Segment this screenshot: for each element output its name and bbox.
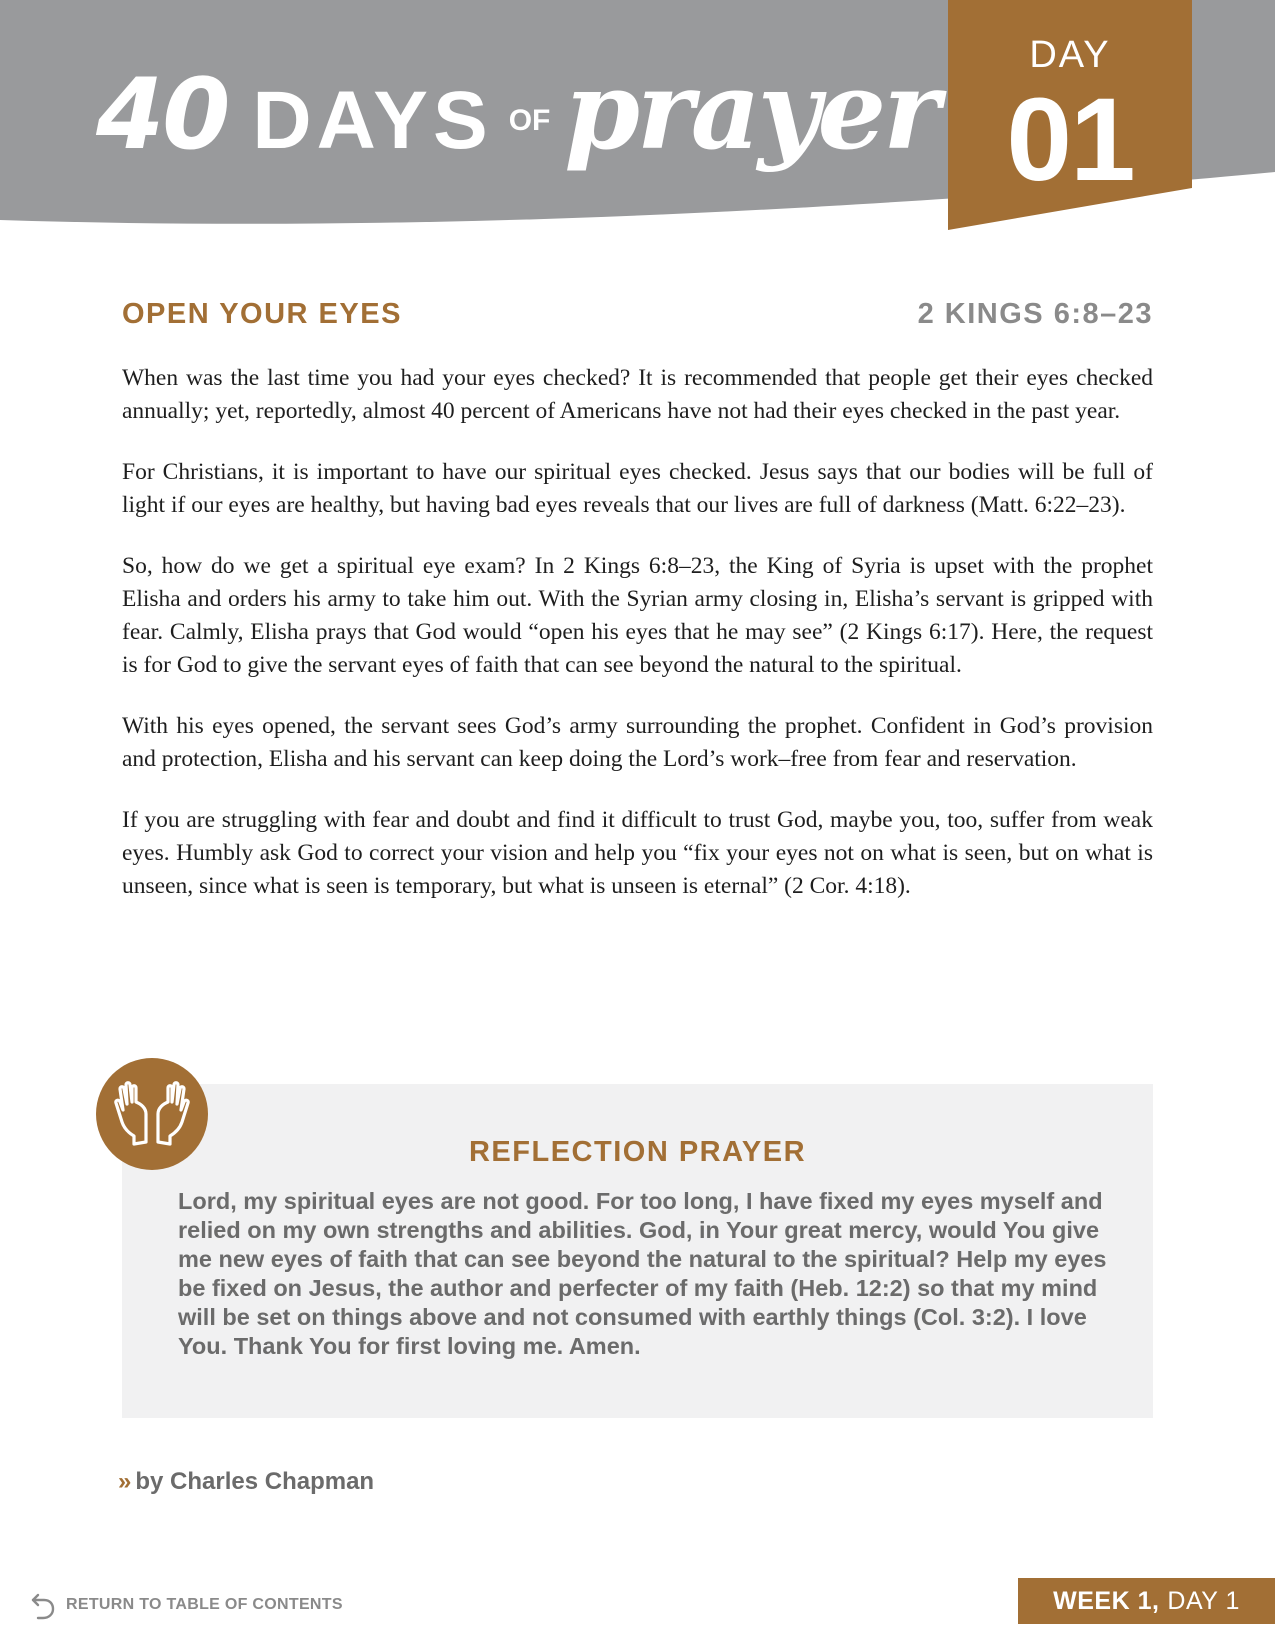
author-line (118, 1468, 374, 1496)
logo-days: DAYS (252, 75, 493, 166)
toc-label: RETURN TO TABLE OF CONTENTS (66, 1596, 343, 1613)
day-number: 01 (1006, 74, 1134, 206)
author-name: by Charles Chapman (135, 1468, 375, 1495)
paragraph: With his eyes opened, the servant sees God’s army surrounding the prophet. Confident in God’s provision and protection, Elisha and his servant can keep doing the Lord’s work–free from fear and reservation. (122, 713, 1153, 772)
day-label: DAY (1029, 34, 1111, 76)
paragraph: If you are struggling with fear and doubt and find it difficult to trust God, maybe you, too, suffer from weak eyes. Humbly ask God to correct your vision and help you “fix your eyes not on what is seen, but on what is unseen, since what is seen is temporary, but what is unseen is eternal” (2 Cor. 4:18). (122, 807, 1153, 899)
return-arrow-icon (30, 1590, 56, 1620)
devotional-body (122, 362, 1153, 931)
week-label: WEEK 1, (1053, 1586, 1160, 1615)
paragraph: When was the last time you had your eyes checked? It is recommended that people get their eyes checked annually; yet, reportedly, almost 40 percent of Americans have not had their eyes checked in the past year. (122, 365, 1153, 424)
devotional-title: OPEN YOUR EYES (122, 298, 402, 330)
paragraph: So, how do we get a spiritual eye exam? In 2 Kings 6:8–23, the King of Syria is upset with the prophet Elisha and orders his army to take him out. With the Syrian army closing in, Elisha’s servant is gripped with fear. Calmly, Elisha prays that God would “open his eyes that he may see” (2 Kings 6:17). Here, the request is for God to give the servant eyes of faith that can see beyond the natural to the spiritual. (122, 553, 1153, 678)
logo-prayer: prayer (564, 48, 938, 174)
logo-number: 40 (96, 58, 229, 172)
week-day-badge (1018, 1578, 1275, 1624)
chevron-right-icon: » (118, 1468, 132, 1495)
prayer-text: Lord, my spiritual eyes are not good. For too long, I have fixed my eyes myself and relied on my own strengths and abilities. God, in Your great mercy, would You give me new eyes of faith that can see beyond the natural to the spiritual? Help my eyes be fixed on Jesus, the author and perfecter of my faith (Heb. 12:2) so that my mind will be set on things above and not consumed with earthly things (Col. 3:2). I love You. Thank You for first loving me. Amen. (178, 1188, 1107, 1359)
series-logo (96, 48, 937, 188)
prayer-title: REFLECTION PRAYER (468, 1136, 807, 1168)
day-label-footer: DAY 1 (1167, 1586, 1240, 1615)
logo-of: OF (508, 104, 551, 137)
paragraph: For Christians, it is important to have our spiritual eyes checked. Jesus says that our bodies will be full of light if our eyes are healthy, but having bad eyes reveals that our lives are full of darkness (Matt. 6:22–23). (122, 459, 1153, 518)
scripture-reference: 2 KINGS 6:8–23 (917, 298, 1153, 330)
return-to-toc-link[interactable] (30, 1590, 343, 1620)
